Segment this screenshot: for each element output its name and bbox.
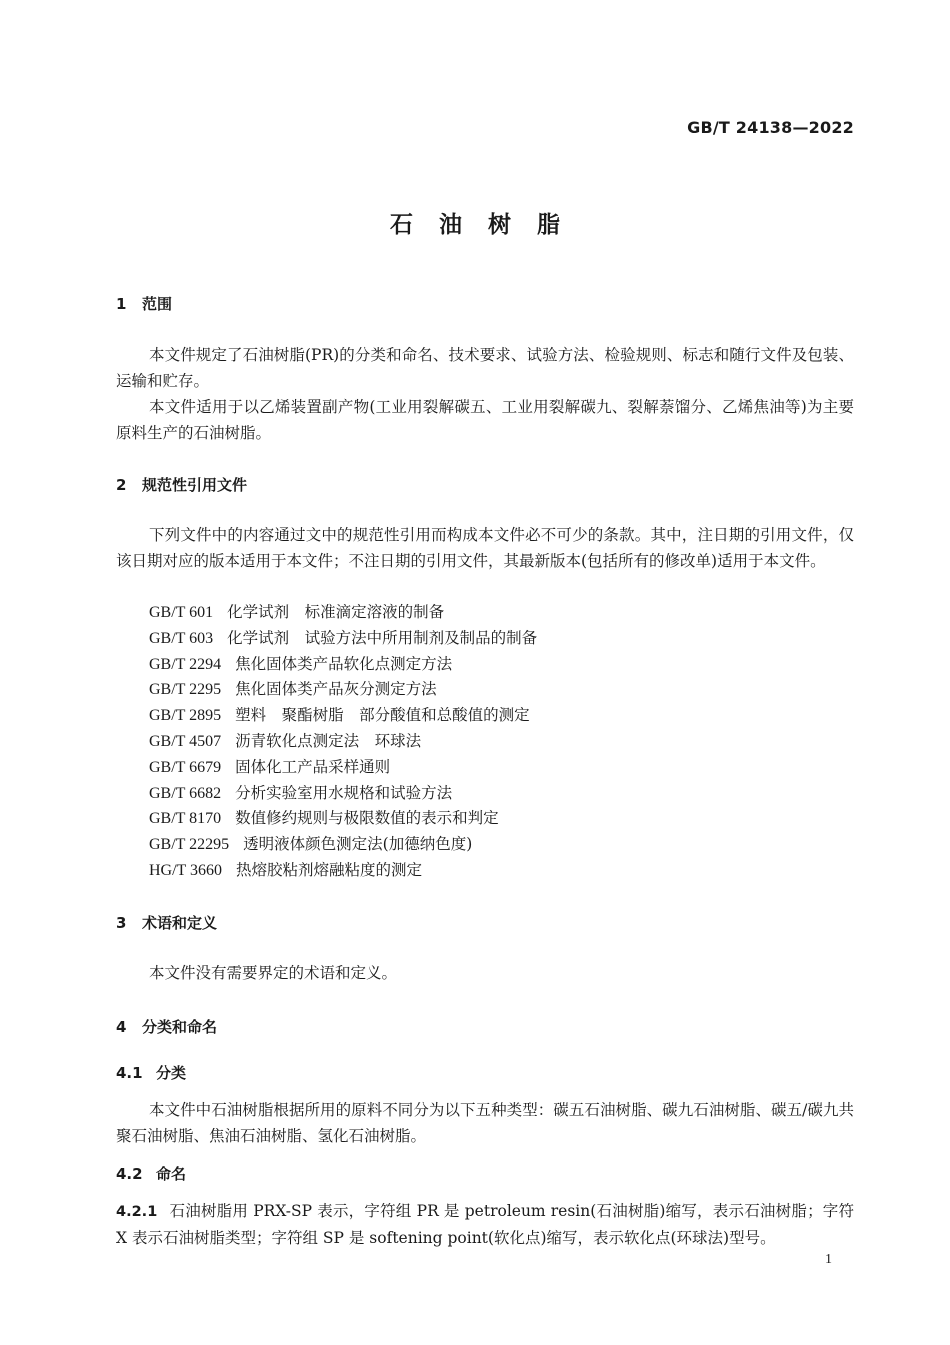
reference-code: GB/T 601 [149, 604, 214, 621]
reference-item [149, 652, 537, 678]
reference-code: GB/T 8170 [149, 810, 222, 828]
reference-title: 透明液体颜色测定法(加德纳色度) [243, 835, 473, 854]
section-2-paragraph-1: 下列文件中的内容通过文中的规范性引用而构成本文件必不可少的条款。其中，注日期的引用文件，仅该日期对应的版本适用于本文件；不注日期的引用文件，其最新版本(包括所有的修改单)适用于本文件。 [116, 526, 854, 570]
section-4-heading [116, 1016, 217, 1037]
section-number: 4.1 [116, 1064, 143, 1082]
reference-code: GB/T 2295 [149, 681, 222, 699]
clause-text: 石油树脂用 PRX-SP 表示，字符组 PR 是 petroleum resin(石油树脂)缩写，表示石油树脂；字符 X 表示石油树脂类型；字符组 SP 是 softening point(软化点)缩写，表示软化点(环球法)型号。 [116, 1202, 854, 1247]
page-number: 1 [825, 1252, 832, 1267]
reference-title: 焦化固体类产品灰分测定方法 [235, 680, 437, 699]
reference-title: 焦化固体类产品软化点测定方法 [235, 654, 453, 673]
reference-item [149, 806, 537, 832]
normative-reference-list [149, 600, 537, 884]
reference-title: 化学试剂 试验方法中所用制剂及制品的制备 [227, 628, 538, 647]
section-number: 3 [116, 914, 127, 932]
section-3-heading [116, 912, 217, 933]
clause-number: 4.2.1 [116, 1204, 158, 1220]
section-1-paragraph-2: 本文件适用于以乙烯装置副产物(工业用裂解碳五、工业用裂解碳九、裂解萘馏分、乙烯焦油等)为主要原料生产的石油树脂。 [116, 398, 854, 442]
reference-title: 化学试剂 标准滴定溶液的制备 [227, 603, 445, 621]
reference-code: GB/T 2895 [149, 707, 222, 725]
section-3-paragraph-1: 本文件没有需要界定的术语和定义。 [149, 964, 398, 982]
clause-4-2-1 [116, 1198, 854, 1251]
reference-code: GB/T 6682 [149, 784, 222, 802]
section-title: 规范性引用文件 [142, 476, 248, 494]
section-number: 1 [116, 295, 127, 313]
section-1-paragraph-1: 本文件规定了石油树脂(PR)的分类和命名、技术要求、试验方法、检验规则、标志和随行文件及包装、运输和贮存。 [116, 346, 854, 390]
reference-title: 沥青软化点测定法 环球法 [235, 731, 422, 750]
reference-title: 热熔胶粘剂熔融粘度的测定 [236, 860, 423, 879]
reference-code: HG/T 3660 [149, 861, 223, 879]
reference-item [149, 703, 537, 729]
section-2-heading [116, 474, 247, 495]
reference-code: GB/T 603 [149, 629, 214, 647]
reference-code: GB/T 22295 [149, 836, 230, 854]
reference-title: 分析实验室用水规格和试验方法 [235, 783, 453, 802]
section-title: 范围 [142, 295, 173, 313]
reference-title: 数值修约规则与极限数值的表示和判定 [235, 809, 499, 828]
section-number: 4 [116, 1018, 127, 1036]
reference-title: 固体化工产品采样通则 [235, 757, 391, 776]
reference-item [149, 781, 537, 807]
reference-item [149, 626, 537, 652]
section-number: 2 [116, 476, 127, 494]
reference-item [149, 755, 537, 781]
section-4-2-heading [116, 1163, 186, 1184]
section-title: 命名 [156, 1165, 187, 1183]
document-title: 石油树脂 [390, 212, 586, 238]
reference-item [149, 832, 537, 858]
reference-item [149, 858, 537, 884]
section-1-heading [116, 293, 172, 314]
reference-code: GB/T 4507 [149, 732, 222, 750]
section-4-1-heading [116, 1062, 186, 1083]
standard-number: GB/T 24138—2022 [687, 118, 854, 137]
reference-item [149, 600, 537, 626]
section-4-1-paragraph-1: 本文件中石油树脂根据所用的原料不同分为以下五种类型：碳五石油树脂、碳九石油树脂、碳五/碳九共聚石油树脂、焦油石油树脂、氢化石油树脂。 [116, 1101, 854, 1145]
reference-item [149, 729, 537, 755]
section-title: 术语和定义 [142, 914, 218, 932]
reference-code: GB/T 6679 [149, 758, 222, 776]
reference-title: 塑料 聚酯树脂 部分酸值和总酸值的测定 [235, 706, 530, 725]
reference-item [149, 677, 537, 703]
section-title: 分类 [156, 1064, 187, 1082]
reference-code: GB/T 2294 [149, 655, 222, 673]
section-number: 4.2 [116, 1165, 143, 1183]
section-title: 分类和命名 [142, 1018, 218, 1036]
